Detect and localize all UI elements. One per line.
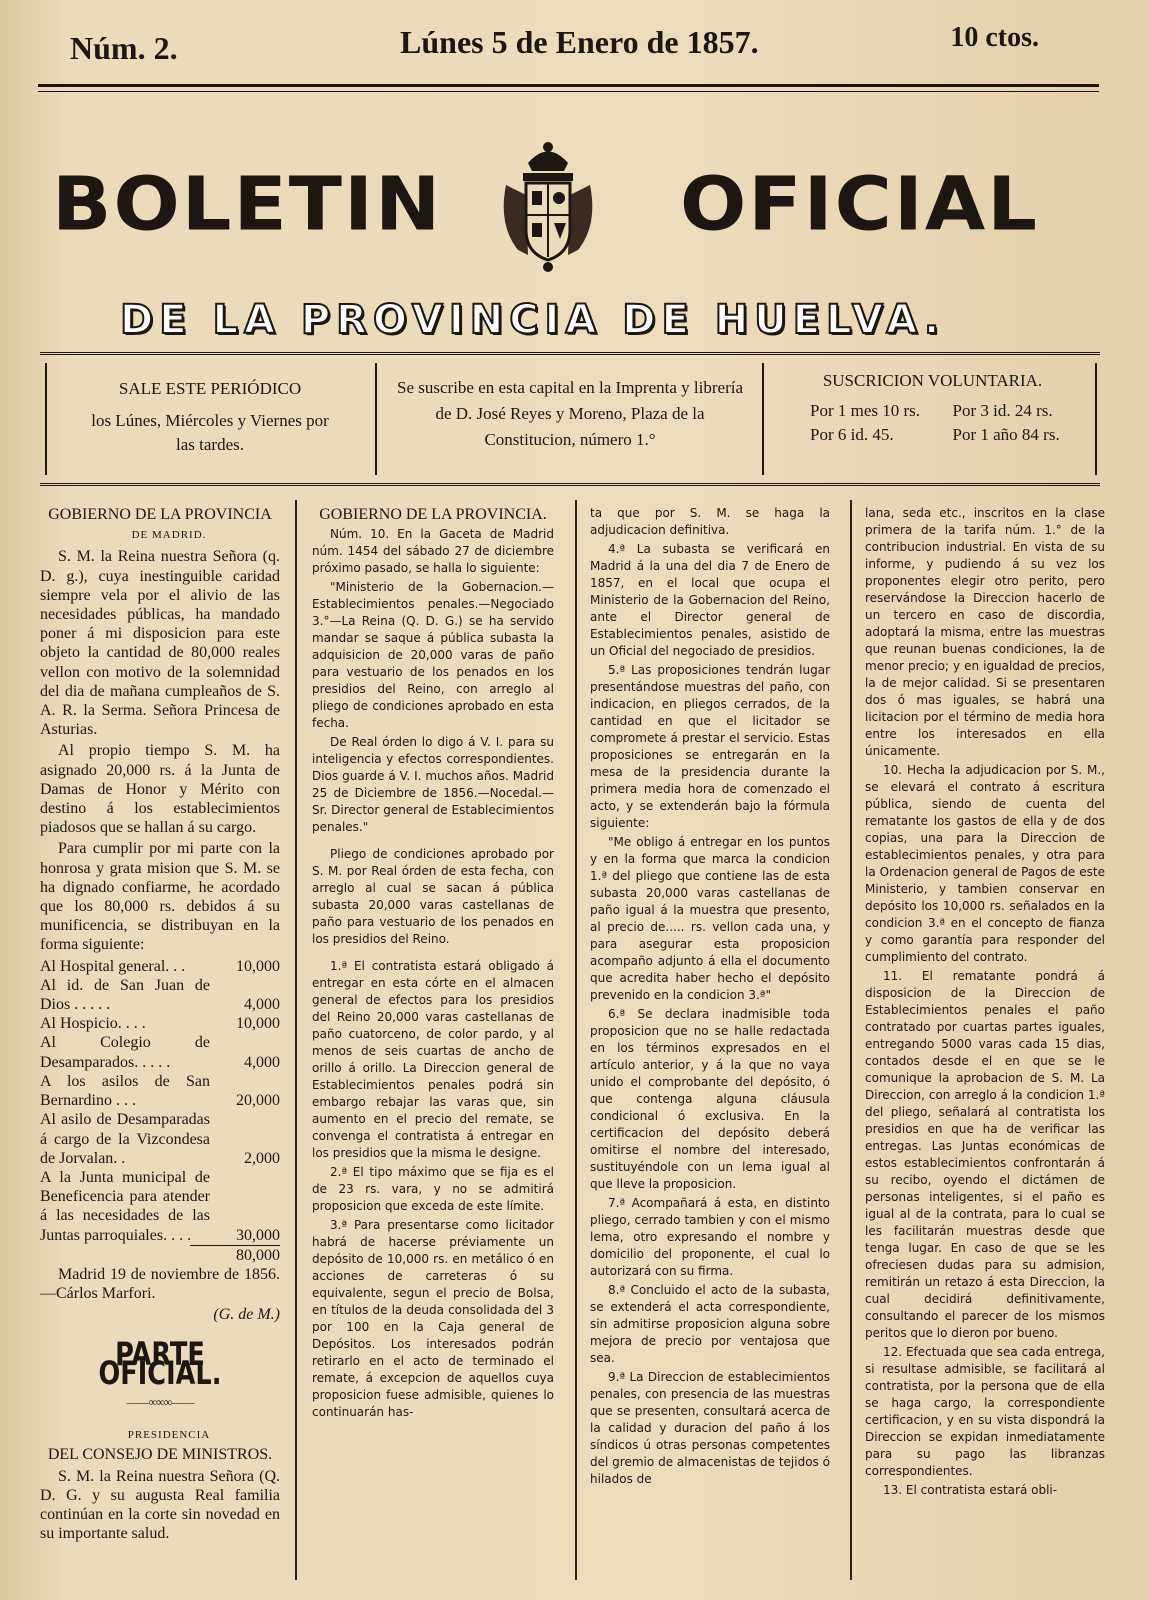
- col1-heading: GOBIERNO DE LA PROVINCIA: [48, 506, 272, 523]
- schedule-text: los Lúnes, Miércoles y Viernes por las tardes.: [91, 411, 329, 454]
- distribution-amount: 20,000: [236, 1092, 280, 1110]
- col4-paragraph-4: 13. El contratista estará obli-: [883, 1483, 1058, 1497]
- distribution-label: Al Colegio de Desamparados. . . . .: [40, 1034, 210, 1071]
- subscription-info-box: [40, 352, 1100, 486]
- rates-grid: [770, 399, 1095, 447]
- col4-paragraph-2: 11. El rematante pondrá á disposicion de la Direccion de Establecimientos penales el paño contratado por cuartas partes iguales, entregando 5000 varas cada 15 dias, contados desde el en que se le comunique la aprobacion de S. M. La Direccion, con arreglo á la condicion 1.ª del pliego, señalará al contratista los presidios en que ha de verificar las entregas. Las Juntas económicas de estos establecimientos confrontarán á su recibo, oyendo el dictámen de personas inteligentes, si el paño es igual al de la contrata, para lo cual se les facilitarán muestras desde que tenga lugar. En caso de que se les ofreciesen dudas para su admision, remitirán un retazo á esta Direccion, la cual decidirá definitivamente, consultando el parecer de los mismos peritos que lo dieron por bueno.: [865, 969, 1105, 1340]
- column-3: [590, 505, 830, 1490]
- distribution-row: [40, 1014, 280, 1033]
- issue-number: Núm. 2.: [70, 30, 178, 66]
- header-rule: [38, 84, 1099, 87]
- distribution-label: Al id. de San Juan de Dios . . . . .: [40, 976, 210, 1014]
- info-border-right: [1095, 363, 1097, 475]
- consejo-heading: DEL CONSEJO DE MINISTROS.: [47, 1446, 273, 1464]
- distribution-amount: 30,000: [236, 1226, 280, 1244]
- distribution-label: A la Junta municipal de Beneficencia para atender á las necesidades de las Juntas parroquiales. . . .: [40, 1168, 210, 1244]
- col1-paragraph-3: Para cumplir por mi parte con la honrosa y grata mision que S. M. se ha dignado confiarme, he acordado que los 80,000 rs. debidos á su munificencia, se distribuyan en la forma siguiente:: [40, 840, 280, 954]
- distribution-label: A los asilos de San Bernardino . . .: [40, 1072, 210, 1110]
- col3-paragraph-0: ta que por S. M. se haga la adjudicacion definitiva.: [590, 506, 830, 537]
- col1-subheading: DE MADRID.: [131, 529, 207, 542]
- header-rule-thin: [38, 91, 1099, 92]
- coat-of-arms-crest-icon: [498, 135, 598, 275]
- col3-paragraph-2: 5.ª Las proposiciones tendrán lugar presentándose muestras del paño, con indicacion, en pliegos cerrados, de la cantidad en que el licitador se compromete á prestar el servicio. Estas proposiciones se entregarán en la mesa de la presidencia durante la primera media hora de comenzado el acto, y se extenderán bajo la fórmula siguiente:: [590, 663, 830, 830]
- schedule-title: SALE ESTE PERIÓDICO: [118, 379, 302, 398]
- info-divider-2: [762, 363, 764, 475]
- ornament-divider: ——∞∞∞——: [126, 1394, 194, 1409]
- masthead-title-right: OFICIAL: [680, 162, 1039, 248]
- distribution-row: [40, 976, 280, 1014]
- publication-schedule: [50, 365, 370, 473]
- col3-paragraph-5: 7.ª Acompañará á esta, en distinto pliego, cerrado tambien y con el mismo lema, otro expresando el nombre y domicilio del proponente, el cual lo autorizará con su firma.: [590, 1196, 830, 1278]
- col3-paragraph-7: 9.ª La Direccion de establecimientos penales, con presencia de las muestras que se presenten, consultará acerca de la calidad y duracion del paño á los síndicos ú otras personas competentes del gremio de almacenistas de tejidos ó hilados de: [590, 1370, 830, 1486]
- rate-6-months: Por 6 id. 45.: [810, 425, 894, 444]
- column-divider-2: [575, 500, 577, 1580]
- column-2: [312, 505, 554, 1423]
- col4-paragraph-1: 10. Hecha la adjudicacion por S. M., se elevará el contrato á escritura pública, siendo de cuenta del rematante los gastos de ella y de dos copias, una para la Direccion de establecimientos penales, y otra para la Ordenacion general de Pagos de este Ministerio, y tambien conservar en depósito los 10,000 rs. señalados en la condicion 3.ª en el concepto de fianza y como garantía para responder del cumplimiento del contrato.: [865, 763, 1105, 964]
- issue-date: Lúnes 5 de Enero de 1857.: [400, 24, 759, 60]
- top-line: [70, 22, 1039, 64]
- column-1: [40, 505, 280, 1545]
- column-divider-1: [295, 500, 297, 1580]
- distribution-row: [40, 1168, 280, 1245]
- col4-paragraph-0: lana, seda etc., inscritos en la clase primera de la tarifa núm. 1.° de la contribucion industrial. En vista de su informe, y pudiendo á su vez los proponentes elegir otro perito, pero reservándose la Direccion hacerlo de un tercero en caso de discordia, adoptará la misma, entre las muestras que reunan buenas condiciones, la de menor precio; y en igualdad de precios, la de mejor calidad. Si se presentaren dos ó mas iguales, se habrá una licitacion por el término de media hora entre los interesados en ella únicamente.: [865, 506, 1105, 758]
- col1-paragraph-1: S. M. la Reina nuestra Señora (q. D. g.), cuya inestinguible caridad siempre vela por el alivio de las necesidades públicas, ha mandado poner á mi disposicion para este objeto la cantidad de 80,000 reales vellon con motivo de la solemnidad del dia de mañana cumpleaños de S. A. R. la Serma. Señora Princesa de Asturias.: [40, 548, 280, 739]
- subscription-location: [385, 365, 755, 473]
- col2-paragraph-1: Núm. 10. En la Gaceta de Madrid núm. 1454 del sábado 27 de diciembre próximo pasado, se halla lo siguiente:: [312, 527, 554, 575]
- col1-paragraph-2: Al propio tiempo S. M. ha asignado 20,000 rs. á la Junta de Damas de Honor y Mérito con destino á los establecimientos piadosos que se hallan á su cargo.: [40, 742, 280, 837]
- col3-paragraph-3: "Me obligo á entregar en los puntos y en la forma que marca la condicion 1.ª del pliego que contiene las de esta subasta 20,000 varas castellanas de paño igual á la muestra que presento, al precio de..... rs. vellon cada una, y para asegurar esta proposicion acompaño adjunto á ella el documento que acredita haber hecho el depósito prevenido en la condicion 3.ª": [590, 835, 830, 1002]
- masthead-title-left: BOLETIN: [52, 162, 443, 248]
- distribution-label: Al Hospicio. . . .: [40, 1015, 146, 1033]
- distribution-row: [40, 1110, 280, 1168]
- rate-1-month: Por 1 mes 10 rs.: [810, 401, 921, 420]
- col4-paragraph-3: 12. Efectuada que sea cada entrega, si resultase admisible, se facilitará al contratista, por la persona que de ella se haga cargo, la correspondiente certificacion, y en su vista dispondrá la Direccion se expidan inmediatamente para su pago las libranzas correspondientes.: [865, 1345, 1105, 1478]
- col2-paragraph-6: 2.ª El tipo máximo que se fija es el de 23 rs. vara, y no se admitirá proposicion que exceda de este límite.: [312, 1165, 554, 1213]
- distribution-amount: 4,000: [244, 1053, 280, 1071]
- col2-paragraph-2: "Ministerio de la Gobernacion.—Establecimientos penales.—Negociado 3.°—La Reina (Q. D. G.) se ha servido mandar se saque á pública subasta la adquisicion de 20,000 varas de paño para vestuario de los penados en los presidios del Reino, con arreglo al pliego de condiciones aprobado en esta fecha.: [312, 580, 554, 730]
- distribution-label: Al asilo de Desamparadas á cargo de la Vizcondesa de Jorvalan. .: [40, 1111, 210, 1167]
- col2-heading: GOBIERNO DE LA PROVINCIA.: [319, 506, 547, 523]
- subscription-text: Se suscribe en esta capital en la Imprenta y librería de D. José Reyes y Moreno, Plaza de la Constitucion, número 1.°: [397, 378, 743, 449]
- distribution-label: Al Hospital general. . .: [40, 957, 186, 975]
- rate-3-months: Por 3 id. 24 rs.: [952, 401, 1053, 420]
- col2-paragraph-4: Pliego de condiciones aprobado por S. M. por Real órden de esta fecha, con arreglo al cual se sacan á pública subasta 20,000 varas castellanas de paño para vestuario de los penados en los presidios del Reino.: [312, 847, 554, 946]
- distribution-amount: 4,000: [244, 996, 280, 1014]
- col3-paragraph-4: 6.ª Se declara inadmisible toda proposicion que no se halle redactada en los términos expresados en el artículo anterior, y á la que no vaya unido el comprobante del depósito, ó que contenga alguna cláusula condicional ó exclusiva. En la certificacion del depósito deberá omitirse el nombre del interesado, sustituyéndole con un lema igual al que lleve la proposicion.: [590, 1007, 830, 1191]
- column-4: [865, 505, 1105, 1501]
- col2-paragraph-7: 3.ª Para presentarse como licitador habrá de hacerse préviamente un depósito de 10,000 rs. en metálico ó en acciones de carreteras ó su equivalente, segun el precio de Bolsa, en títulos de la deuda consolidada del 3 por 100 en la Caja general de Depósitos. Los interesados podrán retirarlo en el acto de terminado el remate, á excepcion de aquellos cuya proposicion fuese admisible, quienes lo continuarán has-: [312, 1218, 554, 1419]
- distribution-row: [40, 1033, 280, 1071]
- info-border-left: [45, 363, 47, 475]
- col3-paragraph-1: 4.ª La subasta se verificará en Madrid á la una del dia 7 de Enero de 1857, en el local que ocupa el Ministerio de la Gobernacion del Reino, ante el Director general de Establecimientos penales, asistido de un Oficial del negociado de presidios.: [590, 542, 830, 658]
- voluntary-title: SUSCRICION VOLUNTARIA.: [822, 371, 1043, 390]
- voluntary-subscription: [770, 365, 1095, 473]
- col1-closing: Madrid 19 de noviembre de 1856.—Cárlos Marfori.: [40, 1265, 280, 1303]
- distribution-amount: 2,000: [244, 1149, 280, 1167]
- col2-paragraph-5: 1.ª El contratista estará obligado á entregar en esta córte en el almacen general de efectos para los presidios del Reino 20,000 varas castellanas de paño cuatorceno, de color pardo, y al menos de seis cuartas de ancho de orillo á orillo. La Direccion general de Establecimientos penales podrá sin embargo rebajar las varas que, sin aumento en el precio del remate, se convenga el contratista á entregar en los presidios que la misma le designe.: [312, 959, 554, 1160]
- info-divider-1: [375, 363, 377, 475]
- issue-price: 10 ctos.: [950, 22, 1039, 53]
- col3-paragraph-6: 8.ª Concluido el acto de la subasta, se extenderá el acta correspondiente, sin admitirse proposicion alguna sobre mejora de precio por ventajosa que sea.: [590, 1283, 830, 1365]
- rate-1-year: Por 1 año 84 rs.: [952, 425, 1060, 444]
- distribution-row: [40, 957, 280, 976]
- masthead: [40, 125, 1110, 355]
- presidencia-heading: PRESIDENCIA: [127, 1429, 211, 1442]
- col2-paragraph-3: De Real órden lo digo á V. I. para su inteligencia y efectos correspondientes. Dios guarde á V. I. muchos años. Madrid 25 de Diciembre de 1856.—Nocedal.—Sr. Director general de Establecimientos penales.": [312, 735, 554, 834]
- column-divider-3: [850, 500, 852, 1580]
- masthead-subtitle: DE LA PROVINCIA DE HUELVA.: [120, 297, 946, 343]
- distribution-amount: 10,000: [236, 957, 280, 975]
- distribution-amount: 10,000: [236, 1015, 280, 1033]
- col1-source: (G. de M.): [213, 1306, 280, 1324]
- distribution-row: [40, 1072, 280, 1110]
- distribution-total: 80,000: [190, 1245, 280, 1265]
- col1-paragraph-4: S. M. la Reina nuestra Señora (Q. D. G. y su augusta Real familia continúan en la corte sin novedad en su importante salud.: [40, 1467, 280, 1543]
- parte-oficial-heading: PARTE OFICIAL.: [98, 1334, 222, 1392]
